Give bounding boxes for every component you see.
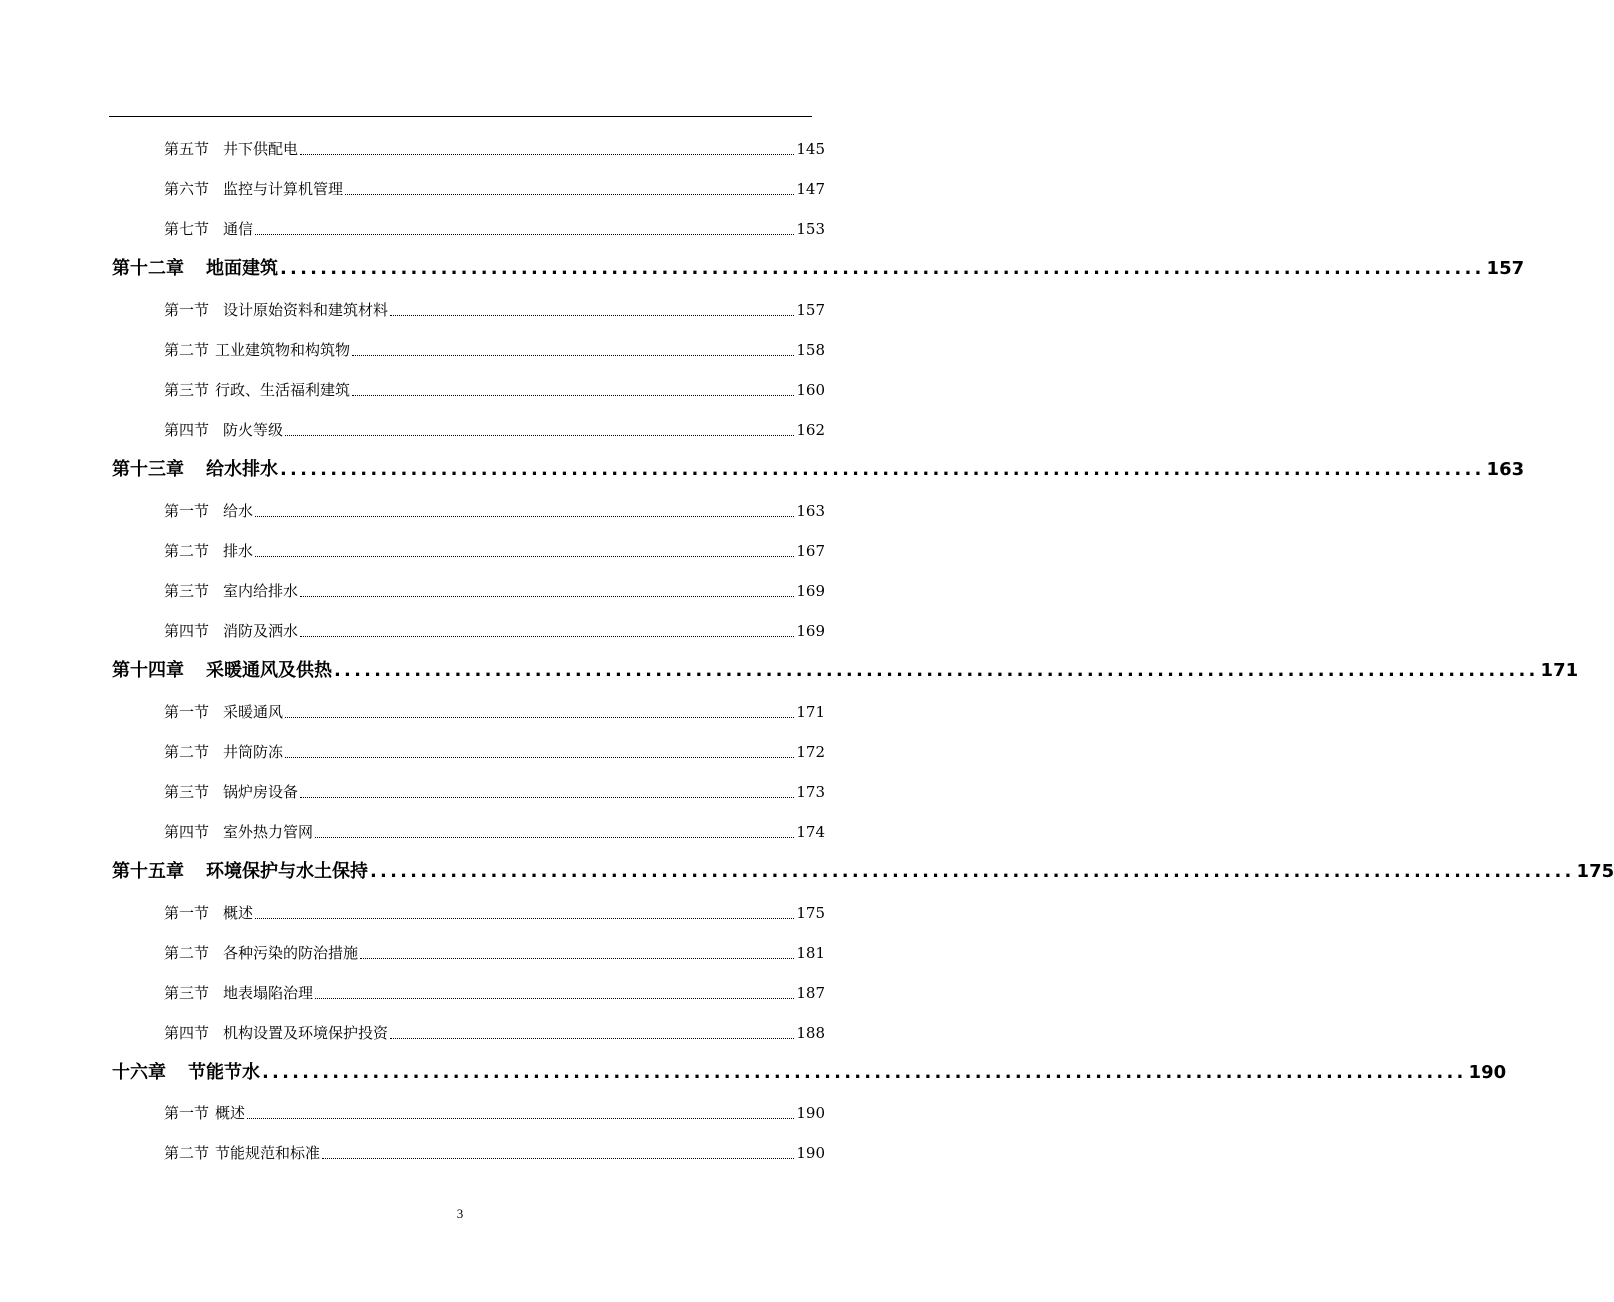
toc-section-entry[interactable]: [164, 218, 825, 239]
toc-entry-title: 给水排水: [206, 459, 278, 480]
toc-entry-label: 第六节: [164, 180, 210, 198]
toc-entry-page: 163: [796, 502, 825, 520]
toc-dot-leader: [352, 395, 794, 396]
toc-dot-leader: ........................................................................................................................: [262, 1062, 1467, 1083]
toc-entry-page: 173: [796, 783, 825, 801]
toc-section-entry[interactable]: [164, 701, 825, 722]
toc-dot-leader: [352, 355, 794, 356]
toc-entry-title: 井筒防冻: [223, 743, 284, 761]
toc-entry-title: 排水: [223, 542, 254, 560]
toc-section-entry[interactable]: [164, 942, 825, 963]
toc-section-entry[interactable]: [164, 741, 825, 762]
toc-entry-label: 第三节: [164, 783, 210, 801]
toc-entry-page: 171: [796, 703, 825, 721]
toc-entry-title: 工业建筑物和构筑物: [215, 341, 351, 359]
toc-dot-leader: [255, 516, 794, 517]
toc-entry-title: 行政、生活福利建筑: [215, 381, 351, 399]
toc-entry-title: 节能节水: [188, 1062, 260, 1083]
toc-section-entry[interactable]: [164, 379, 825, 400]
toc-section-entry[interactable]: [164, 500, 825, 521]
toc-dot-leader: [255, 234, 794, 235]
toc-dot-leader: [300, 797, 794, 798]
toc-dot-leader: [345, 194, 794, 195]
toc-entry-page: 158: [796, 341, 825, 359]
toc-entry-label: 第三节: [164, 582, 210, 600]
toc-entry-label: 第十五章: [112, 861, 184, 882]
toc-dot-leader: [247, 1118, 794, 1119]
toc-entry-label: 第四节: [164, 823, 210, 841]
toc-entry-title: 概述: [215, 1104, 246, 1122]
toc-entry-page: 160: [796, 381, 825, 399]
toc-entry-page: 172: [796, 743, 825, 761]
toc-dot-leader: [285, 435, 794, 436]
toc-entry-label: 第十二章: [112, 258, 184, 279]
toc-dot-leader: [315, 998, 794, 999]
toc-dot-leader: [322, 1158, 794, 1159]
toc-entry-label: 第一节: [164, 703, 210, 721]
toc-entry-page: 157: [1486, 258, 1525, 279]
toc-entry-label: 第一节: [164, 904, 210, 922]
toc-entry-page: 181: [796, 944, 825, 962]
toc-entry-label: 第一节: [164, 1104, 210, 1122]
toc-dot-leader: ........................................................................................................................: [280, 258, 1485, 279]
toc-chapter-entry[interactable]: [112, 254, 1525, 280]
toc-chapter-entry[interactable]: [112, 857, 1614, 883]
toc-section-entry[interactable]: [164, 982, 825, 1003]
toc-entry-page: 188: [796, 1024, 825, 1042]
toc-entry-page: 190: [1468, 1062, 1507, 1083]
toc-entry-label: 第二节: [164, 743, 210, 761]
toc-dot-leader: [390, 315, 794, 316]
toc-chapter-entry[interactable]: [112, 656, 1579, 682]
toc-section-entry[interactable]: [164, 178, 825, 199]
toc-section-entry[interactable]: [164, 419, 825, 440]
toc-entry-page: 175: [796, 904, 825, 922]
toc-entry-page: 163: [1486, 459, 1525, 480]
toc-entry-page: 174: [796, 823, 825, 841]
toc-section-entry[interactable]: [164, 580, 825, 601]
toc-section-entry[interactable]: [164, 299, 825, 320]
toc-entry-title: 防火等级: [223, 421, 284, 439]
toc-entry-label: 第五节: [164, 140, 210, 158]
toc-entry-title: 监控与计算机管理: [223, 180, 344, 198]
toc-section-entry[interactable]: [164, 1102, 825, 1123]
toc-entry-page: 153: [796, 220, 825, 238]
toc-dot-leader: [285, 717, 794, 718]
toc-entry-title: 井下供配电: [223, 140, 299, 158]
toc-entry-page: 147: [796, 180, 825, 198]
toc-entry-label: 第四节: [164, 1024, 210, 1042]
toc-entry-page: 162: [796, 421, 825, 439]
toc-entry-label: 第三节: [164, 984, 210, 1002]
toc-entry-page: 169: [796, 622, 825, 640]
toc-entry-title: 节能规范和标准: [215, 1144, 321, 1162]
toc-entry-page: 190: [796, 1144, 825, 1162]
toc-entry-title: 各种污染的防治措施: [223, 944, 359, 962]
toc-section-entry[interactable]: [164, 620, 825, 641]
toc-chapter-entry[interactable]: [112, 1058, 1507, 1084]
toc-section-entry[interactable]: [164, 1142, 825, 1163]
toc-entry-label: 第四节: [164, 622, 210, 640]
toc-entry-title: 地表塌陷治理: [223, 984, 314, 1002]
toc-dot-leader: [300, 154, 794, 155]
toc-dot-leader: [285, 757, 794, 758]
toc-section-entry[interactable]: [164, 339, 825, 360]
page-number: 3: [456, 1206, 464, 1221]
toc-entry-page: 190: [796, 1104, 825, 1122]
toc-entry-page: 169: [796, 582, 825, 600]
toc-section-entry[interactable]: [164, 781, 825, 802]
toc-dot-leader: [255, 556, 794, 557]
toc-dot-leader: [300, 596, 794, 597]
toc-entry-page: 175: [1576, 861, 1614, 882]
toc-entry-title: 锅炉房设备: [223, 783, 299, 801]
toc-entry-label: 第十四章: [112, 660, 184, 681]
toc-dot-leader: [315, 837, 794, 838]
toc-chapter-entry[interactable]: [112, 455, 1525, 481]
toc-section-entry[interactable]: [164, 540, 825, 561]
toc-entry-label: 第二节: [164, 542, 210, 560]
toc-entry-title: 采暖通风及供热: [206, 660, 332, 681]
toc-dot-leader: [300, 636, 794, 637]
toc-entry-title: 环境保护与水土保持: [206, 861, 368, 882]
toc-entry-title: 机构设置及环境保护投资: [223, 1024, 389, 1042]
toc-dot-leader: ........................................................................................................................: [280, 459, 1485, 480]
toc-entry-label: 第一节: [164, 502, 210, 520]
toc-entry-page: 145: [796, 140, 825, 158]
toc-entry-page: 171: [1540, 660, 1579, 681]
toc-entry-title: 消防及洒水: [223, 622, 299, 640]
toc-entry-title: 通信: [223, 220, 254, 238]
toc-entry-title: 采暖通风: [223, 703, 284, 721]
toc-section-entry[interactable]: [164, 821, 825, 842]
toc-entry-title: 室内给排水: [223, 582, 299, 600]
toc-section-entry[interactable]: [164, 902, 825, 923]
toc-dot-leader: [255, 918, 794, 919]
toc-entry-title: 概述: [223, 904, 254, 922]
toc-entry-label: 第二节: [164, 944, 210, 962]
toc-entry-page: 187: [796, 984, 825, 1002]
toc-section-entry[interactable]: [164, 1022, 825, 1043]
toc-entry-label: 第四节: [164, 421, 210, 439]
toc-entry-label: 第十三章: [112, 459, 184, 480]
toc-dot-leader: ........................................................................................................................: [334, 660, 1539, 681]
header-rule: [109, 116, 812, 117]
toc-dot-leader: [360, 958, 794, 959]
toc-entry-page: 167: [796, 542, 825, 560]
toc-entry-label: 第二节: [164, 341, 210, 359]
toc-entry-label: 十六章: [112, 1062, 166, 1083]
toc-entry-label: 第二节: [164, 1144, 210, 1162]
toc-section-entry[interactable]: [164, 138, 825, 159]
toc-entry-label: 第三节: [164, 381, 210, 399]
toc-entry-label: 第七节: [164, 220, 210, 238]
toc-entry-page: 157: [796, 301, 825, 319]
toc-entry-title: 地面建筑: [206, 258, 278, 279]
toc-entry-label: 第一节: [164, 301, 210, 319]
toc-entry-title: 设计原始资料和建筑材料: [223, 301, 389, 319]
toc-entry-title: 室外热力管网: [223, 823, 314, 841]
toc-dot-leader: [390, 1038, 794, 1039]
toc-entry-title: 给水: [223, 502, 254, 520]
toc-dot-leader: ........................................................................................................................: [370, 861, 1575, 882]
